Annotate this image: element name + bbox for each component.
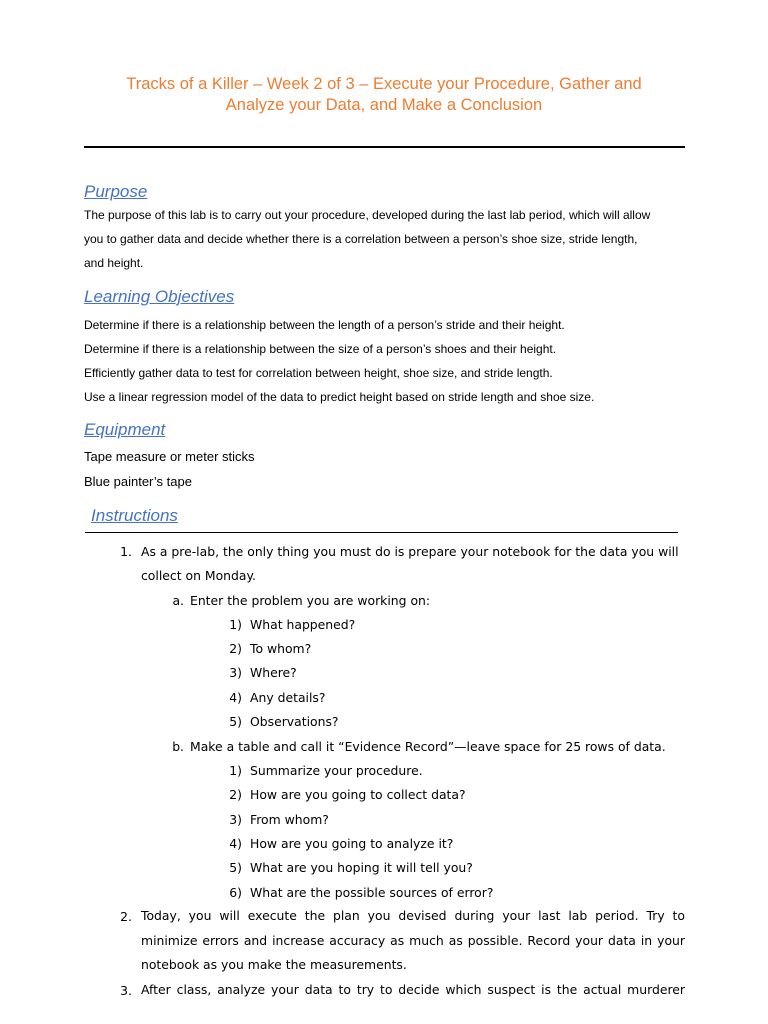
item-number: 1)	[229, 617, 242, 632]
substep-text: Make a table and call it “Evidence Record”—leave space for 25 rows of data.	[190, 739, 666, 754]
objectives-heading: Learning Objectives	[84, 287, 235, 306]
item-text: Any details?	[250, 690, 326, 705]
item-text: How are you going to collect data?	[250, 787, 466, 802]
item-text: Summarize your procedure.	[250, 763, 423, 778]
step-number: 1.	[120, 544, 132, 559]
step-text: Today, you will execute the plan you devised during your last lab period. Try to	[141, 908, 685, 923]
purpose-line: and height.	[84, 256, 144, 270]
step-text-continued: collect on Monday.	[141, 568, 256, 583]
substep-letter: a.	[172, 593, 184, 608]
item-number: 6)	[229, 885, 242, 900]
step-text: After class, analyze your data to try to decide which suspect is the actual murderer	[141, 982, 685, 997]
item-number: 2)	[229, 641, 242, 656]
title-divider	[84, 146, 685, 148]
step-number: 2.	[120, 909, 132, 924]
item-text: From whom?	[250, 812, 329, 827]
item-text: What happened?	[250, 617, 356, 632]
objective-item: Efficiently gather data to test for correlation between height, shoe size, and stride length.	[84, 366, 553, 380]
step-text: As a pre-lab, the only thing you must do is prepare your notebook for the data you will	[141, 544, 679, 559]
instruction-step-3	[141, 978, 685, 1003]
item-number: 2)	[229, 787, 242, 802]
item-number: 4)	[229, 690, 242, 705]
instruction-step-2	[141, 904, 685, 978]
item-number: 3)	[229, 665, 242, 680]
instructions-heading: Instructions	[91, 506, 178, 525]
item-text: What are you hoping it will tell you?	[250, 860, 473, 875]
purpose-line: you to gather data and decide whether there is a correlation between a person’s shoe size, stride length,	[84, 232, 638, 246]
objective-item: Determine if there is a relationship between the length of a person’s stride and their height.	[84, 318, 565, 332]
step-text: minimize errors and increase accuracy as much as possible. Record your data in your	[141, 932, 685, 948]
item-number: 5)	[229, 714, 242, 729]
item-text: Observations?	[250, 714, 339, 729]
equipment-heading: Equipment	[84, 420, 166, 439]
substep-text: Enter the problem you are working on:	[190, 593, 431, 608]
instructions-divider	[85, 532, 678, 533]
item-number: 4)	[229, 836, 242, 851]
item-number: 1)	[229, 763, 242, 778]
title-line-1: Tracks of a Killer – Week 2 of 3 – Execute your Procedure, Gather and	[126, 75, 642, 93]
item-number: 5)	[229, 860, 242, 875]
step-number: 3.	[120, 983, 132, 998]
item-text: To whom?	[250, 641, 312, 656]
item-text: How are you going to analyze it?	[250, 836, 454, 851]
purpose-paragraph	[84, 203, 684, 275]
equipment-item: Blue painter’s tape	[84, 474, 192, 489]
objective-item: Use a linear regression model of the data to predict height based on stride length and shoe size.	[84, 390, 595, 404]
item-number: 3)	[229, 812, 242, 827]
equipment-item: Tape measure or meter sticks	[84, 449, 255, 464]
step-text: notebook as you make the measurements.	[141, 957, 407, 972]
purpose-line: The purpose of this lab is to carry out your procedure, developed during the last lab period, which will allow	[84, 208, 651, 222]
substep-letter: b.	[172, 739, 184, 754]
document-title	[60, 74, 708, 116]
purpose-heading: Purpose	[84, 182, 148, 201]
objective-item: Determine if there is a relationship between the size of a person’s shoes and their height.	[84, 342, 557, 356]
item-text: Where?	[250, 665, 297, 680]
item-text: What are the possible sources of error?	[250, 885, 494, 900]
title-line-2: Analyze your Data, and Make a Conclusion	[225, 96, 543, 114]
